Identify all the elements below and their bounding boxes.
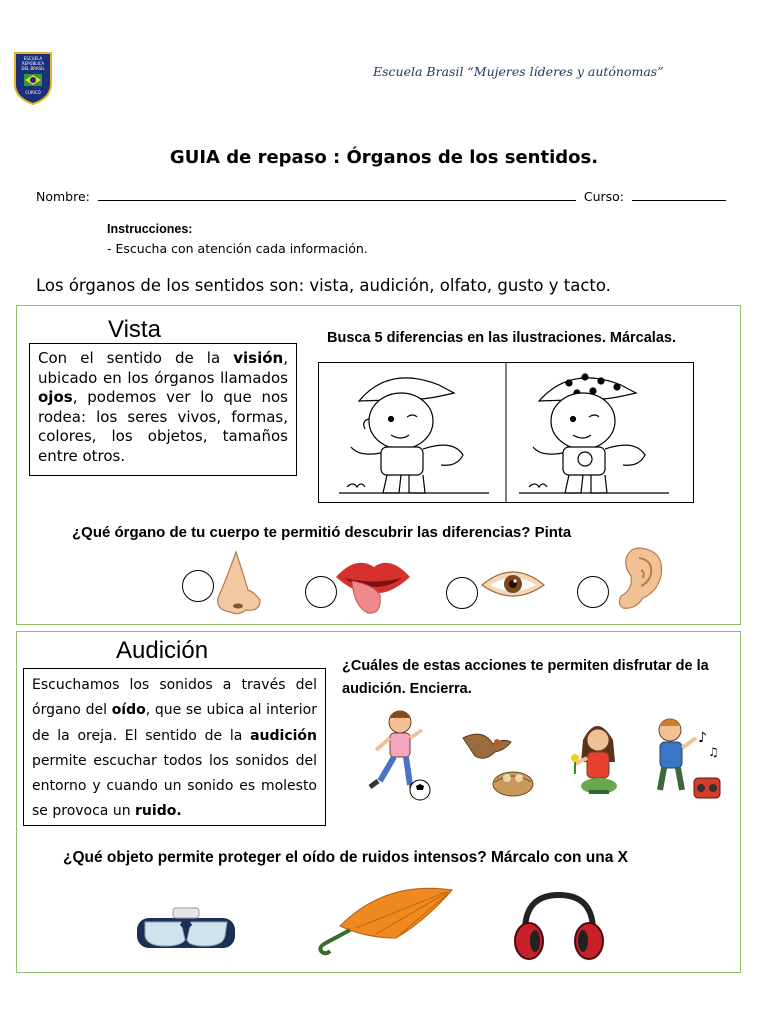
audicion-title: Audición	[116, 637, 209, 664]
audicion-task: ¿Cuáles de estas acciones te permiten disfrutar de la audición. Encierra.	[342, 658, 709, 697]
crest-line-1: ESCUELA	[23, 56, 43, 61]
umbrella-icon[interactable]	[316, 886, 456, 956]
mouth-option-circle[interactable]	[305, 576, 337, 608]
ear-option-circle[interactable]	[577, 576, 609, 608]
name-label: Nombre:	[36, 189, 90, 204]
school-name: Escuela Brasil “Mujeres líderes y autónomas”	[373, 64, 664, 79]
vista-text-3: , ubicado en los órganos llamados	[38, 349, 288, 387]
vista-question: ¿Qué órgano de tu cuerpo te permitió descubrir las diferencias? Pinta	[72, 524, 572, 541]
form-row	[36, 188, 726, 204]
crest-line-2: REPÚBLICA	[21, 61, 45, 66]
vista-text-ojos: ojos	[38, 388, 73, 406]
mouth-icon	[334, 555, 412, 621]
child-soccer-icon[interactable]	[360, 706, 434, 804]
audicion-text-3: , que se ubica al interior de la oreja. El sentido de la	[32, 702, 317, 744]
boy-music-icon[interactable]	[650, 712, 726, 806]
nose-icon	[214, 550, 264, 616]
audicion-text-audicion: audición	[250, 727, 317, 744]
vista-text-1: Con el sentido de la	[38, 349, 234, 367]
differences-picture[interactable]	[318, 362, 694, 503]
crest-line-3: DEL BRASIL	[21, 66, 45, 71]
vista-text-5: , podemos ver lo que nos rodea: los seres vivos, formas, colores, los objetos, tamaños entre otros.	[38, 388, 288, 465]
audicion-textbox	[23, 668, 326, 826]
svg-text:♪: ♪	[698, 730, 707, 746]
vista-title: Vista	[108, 316, 161, 343]
page-title: GUIA de repaso : Órganos de los sentidos.	[169, 147, 599, 168]
bird-nest-icon[interactable]	[457, 724, 535, 802]
girl-flower-icon[interactable]	[567, 716, 627, 802]
goggles-icon[interactable]	[135, 906, 237, 956]
eye-option-circle[interactable]	[446, 577, 478, 609]
school-crest-icon	[12, 50, 54, 106]
audicion-text-1: Escuchamos los sonidos a través del órgano del	[32, 677, 317, 719]
child-drawing-left	[339, 378, 489, 493]
nose-option-circle[interactable]	[182, 570, 214, 602]
ear-icon	[613, 546, 667, 612]
grade-label: Curso:	[583, 189, 625, 204]
instructions-heading: Instrucciones:	[107, 222, 193, 236]
vista-task: Busca 5 diferencias en las ilustraciones. Márcalas.	[327, 330, 676, 346]
child-drawing-right	[519, 374, 669, 493]
name-field[interactable]	[98, 188, 576, 201]
vista-text-vision: visión	[233, 349, 284, 367]
eye-icon	[480, 565, 546, 605]
svg-text:♫: ♫	[708, 745, 719, 759]
earmuffs-icon[interactable]	[511, 891, 607, 961]
crest-line-4: CURICÓ	[25, 90, 41, 95]
audicion-text-5: permite escuchar todos los sonidos del entorno y cuando un sonido es molesto se provoca un	[32, 752, 317, 820]
audicion-text-oido: oído	[111, 702, 146, 719]
vista-textbox	[29, 343, 297, 476]
audicion-text-ruido: ruido.	[135, 803, 182, 820]
instructions-text: - Escucha con atención cada información.	[107, 241, 368, 256]
grade-field[interactable]	[632, 188, 726, 201]
intro-text: Los órganos de los sentidos son: vista, audición, olfato, gusto y tacto.	[36, 276, 611, 295]
audicion-question: ¿Qué objeto permite proteger el oído de ruidos intensos? Márcalo con una X	[63, 849, 628, 866]
